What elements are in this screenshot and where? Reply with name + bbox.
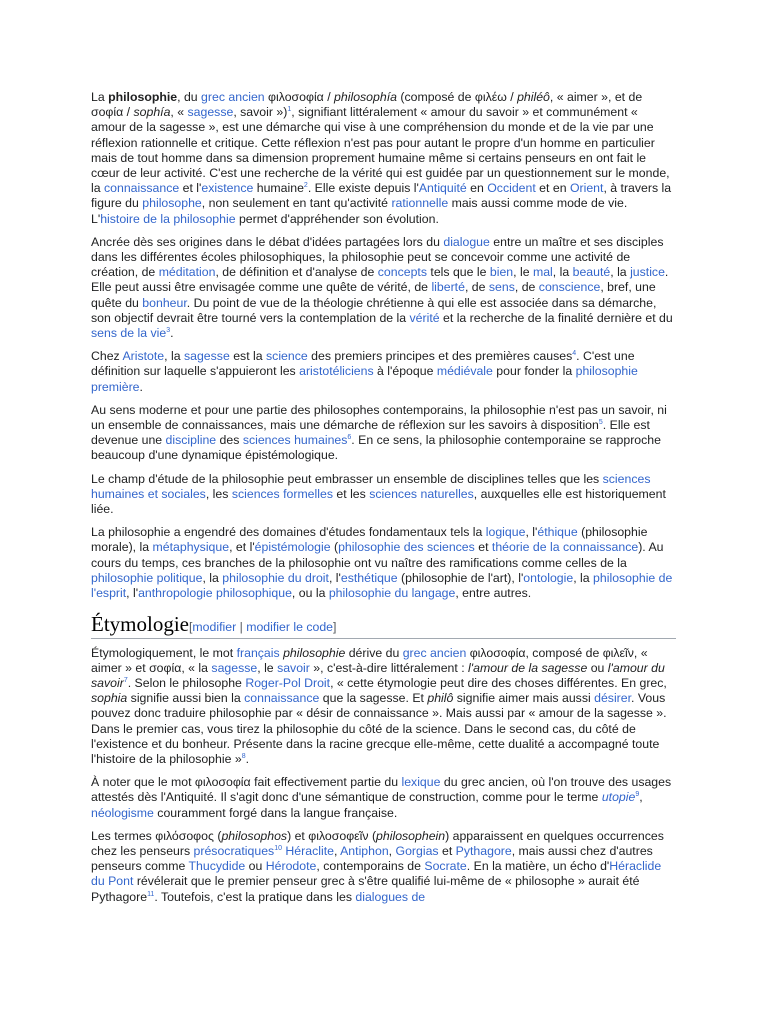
- reference-link[interactable]: 2: [303, 182, 308, 190]
- wiki-link[interactable]: science: [266, 349, 308, 364]
- wiki-link[interactable]: bien: [489, 265, 514, 280]
- text-run: signifie aimer mais aussi: [453, 691, 595, 706]
- text-run: à l'époque: [373, 364, 437, 379]
- text-run: et: [438, 843, 456, 858]
- text-run: , « cette étymologie peut dire des choses différentes. En grec,: [330, 675, 667, 690]
- text-run: . Selon le philosophe: [127, 675, 246, 690]
- text-run: ) apparaissent en quelques occurrences chez les penseurs: [91, 828, 664, 858]
- edit-section-link[interactable]: modifier: [192, 620, 237, 635]
- wiki-link[interactable]: utopie: [601, 790, 636, 805]
- wiki-link[interactable]: Roger-Pol Droit: [245, 675, 331, 690]
- text-run: , contemporains de: [316, 859, 425, 874]
- text-run: ,: [333, 843, 341, 858]
- text-run: ). Au cours du temps, ces branches de la philosophie ont vu naître des ramifications comme celles de la: [91, 540, 664, 570]
- wiki-link[interactable]: esthétique: [340, 570, 398, 585]
- text-run: , bref, une quête du: [91, 280, 656, 310]
- article-body: [91, 90, 676, 913]
- text-run: . En ce sens, la philosophie contemporaine se rapproche beaucoup d'une dynamique épistémologique.: [91, 433, 661, 463]
- wiki-link[interactable]: justice: [630, 265, 665, 280]
- text-run: ,: [639, 790, 643, 805]
- wiki-link[interactable]: Occident: [487, 181, 536, 196]
- wiki-link[interactable]: sagesse: [183, 349, 230, 364]
- text-run: , ou la: [291, 586, 329, 601]
- wiki-link[interactable]: philosophie politique: [91, 570, 203, 585]
- italic-text: sophia: [91, 691, 128, 706]
- wiki-link[interactable]: Pythagore: [455, 843, 512, 858]
- wiki-link[interactable]: logique: [485, 525, 526, 540]
- text-run: , le: [513, 265, 533, 280]
- section-paragraph: [91, 829, 676, 905]
- italic-text: philéô: [517, 90, 550, 104]
- wiki-link[interactable]: sens: [488, 280, 515, 295]
- wiki-link[interactable]: Gorgias: [395, 843, 439, 858]
- wiki-link[interactable]: sagesse: [211, 660, 258, 675]
- text-run: pour fonder la: [492, 364, 576, 379]
- section-paragraph: [91, 646, 676, 768]
- text-run: À noter que le mot φιλοσοφία fait effectivement partie du: [91, 775, 402, 790]
- text-run: ) et φιλοσοφεῖν (: [287, 828, 377, 843]
- text-run: , non seulement en tant qu'activité: [201, 196, 392, 211]
- wiki-link[interactable]: discipline: [165, 433, 217, 448]
- wiki-link[interactable]: anthropologie philosophique: [138, 586, 292, 601]
- text-run: . Elle peut aussi être envisagée comme une quête de vérité, de: [91, 265, 669, 295]
- text-run: Étymologiquement, le mot: [91, 645, 237, 660]
- text-run: , de définition et d'analyse de: [215, 265, 378, 280]
- wiki-link[interactable]: Orient: [569, 181, 604, 196]
- text-run: , « aimer », et de σοφία /: [91, 90, 643, 120]
- text-run: ou: [245, 859, 266, 874]
- wiki-link[interactable]: ontologie: [523, 570, 574, 585]
- wiki-link[interactable]: philosophe: [142, 196, 202, 211]
- text-run: (: [330, 540, 339, 555]
- text-run: .: [139, 379, 143, 394]
- text-run: . Vous pouvez donc traduire philosophie par « désir de connaissance ». Mais aussi par « amour de la sagesse ». Dans le premier cas, vous tirez la philosophie du côté de la science. Dans le second cas, du côté de l'existence et du bonheur. Présente dans la racine grecque elle-même, cette dualité a accompagné toute l'histoire de la philosophie »: [91, 691, 667, 766]
- intro-paragraph: [91, 472, 676, 518]
- wiki-link[interactable]: grec ancien: [201, 90, 265, 104]
- bold-term: philosophie: [108, 90, 178, 104]
- text-run: et les: [332, 486, 370, 501]
- text-run: Le champ d'étude de la philosophie peut embrasser un ensemble de disciplines telles que les: [91, 471, 603, 486]
- text-run: et l': [179, 181, 202, 196]
- wiki-link[interactable]: conscience: [538, 280, 601, 295]
- wiki-link[interactable]: mal: [532, 265, 553, 280]
- text-run: φιλοσοφία, composé de φιλεῖν, « aimer » et σοφία, « la: [91, 645, 648, 675]
- text-run: et: [474, 540, 492, 555]
- reference-link[interactable]: 3: [166, 326, 171, 334]
- text-run: , «: [170, 105, 188, 120]
- wiki-link[interactable]: Antiquité: [418, 181, 467, 196]
- wiki-link[interactable]: présocratiques: [193, 843, 275, 858]
- italic-text: l'amour du savoir: [91, 660, 665, 690]
- text-run: du grec ancien, où l'on trouve des usages attestés dès l'Antiquité. Il s'agit donc d'une sémantique de construction, comme pour le terme: [91, 775, 672, 805]
- section-title: Étymologie: [91, 612, 189, 637]
- wiki-link[interactable]: rationnelle: [391, 196, 449, 211]
- text-run: , les: [205, 486, 232, 501]
- text-run: . En la matière, un écho d': [466, 859, 610, 874]
- italic-text: l'amour de la sagesse: [468, 660, 588, 675]
- text-run: , le: [257, 660, 278, 675]
- intro-paragraph: [91, 349, 676, 395]
- section-heading-etymologie: [91, 612, 676, 638]
- section-paragraph: [91, 775, 676, 821]
- text-run: ou: [587, 660, 608, 675]
- wiki-link[interactable]: désirer: [594, 691, 632, 706]
- text-run: des: [216, 433, 243, 448]
- italic-text: philosophie: [283, 645, 346, 660]
- etymologie-section: [91, 646, 676, 905]
- text-run: , la: [202, 570, 223, 585]
- text-run: des premiers principes et des premières causes: [307, 349, 573, 364]
- reference-link[interactable]: 10: [274, 844, 282, 852]
- text-run: , signifiant littéralement « amour du savoir » et communément « amour de la sagesse », est une démarche qui vise à une compréhension du monde et de la vie par une réflexion rationnelle et critique. Cette réflexion n'est pas pour autant le propre d'un homme en particulier mais de tout homme dans sa dimension proprement humaine même si certains penseurs en ont fait le cœur de leur activité. C'est une recherche de la vérité qui est guidée par un questionnement sur le monde, la: [91, 105, 670, 196]
- text-run: , et l': [229, 540, 255, 555]
- wiki-link[interactable]: vérité: [409, 310, 440, 325]
- text-run: , à travers la figure du: [91, 181, 672, 211]
- wiki-link[interactable]: concepts: [377, 265, 427, 280]
- wiki-link[interactable]: Aristote: [122, 349, 165, 364]
- section-edit-links: [modifier | modifier le code]: [189, 620, 337, 635]
- text-run: . Elle existe depuis l': [307, 181, 419, 196]
- reference-link[interactable]: 1: [287, 106, 292, 114]
- wiki-link[interactable]: Héraclide du Pont: [91, 859, 662, 889]
- wiki-link[interactable]: sens de la vie: [91, 326, 167, 341]
- text-run: est la: [229, 349, 267, 364]
- reference-link[interactable]: 9: [635, 791, 640, 799]
- text-run: couramment forgé dans la langue française.: [153, 805, 398, 820]
- wiki-link[interactable]: liberté: [431, 280, 465, 295]
- wiki-link[interactable]: philosophie de l'esprit: [91, 570, 673, 601]
- reference-link[interactable]: 5: [598, 418, 603, 426]
- text-run: révélerait que le premier penseur grec à s'être qualifié lui-même de « philosophe » aurait été Pythagore: [91, 874, 640, 904]
- intro-section: [91, 90, 676, 601]
- wiki-link[interactable]: bonheur: [142, 295, 187, 310]
- text-run: . Du point de vue de la théologie chrétienne à qui elle est associée dans sa démarche, son objectif devrait être tourné vers la contemplation de la: [91, 295, 657, 325]
- text-run: Au sens moderne et pour une partie des philosophes contemporains, la philosophie n'est pas un savoir, ni un ensemble de connaissances, mais une démarche de réflexion sur les savoirs à disposition: [91, 402, 667, 433]
- text-run: signifie aussi bien la: [127, 691, 245, 706]
- wiki-link[interactable]: Hérodote: [265, 859, 317, 874]
- text-run: .: [170, 326, 174, 341]
- wiki-link[interactable]: lexique: [401, 775, 441, 790]
- text-run: Ancrée dès ses origines dans le débat d'idées partagées lors du: [91, 234, 444, 249]
- text-run: . Elle est devenue une: [91, 418, 650, 448]
- italic-text: philô: [427, 691, 454, 706]
- wiki-link[interactable]: néologisme: [91, 805, 154, 820]
- text-run: La: [91, 90, 109, 104]
- text-run: ,: [388, 843, 396, 858]
- wiki-link[interactable]: Héraclite: [285, 843, 334, 858]
- text-run: , entre autres.: [455, 586, 532, 601]
- text-run: , la: [573, 570, 594, 585]
- wiki-link[interactable]: médiévale: [436, 364, 493, 379]
- text-run: en: [466, 181, 488, 196]
- wiki-link[interactable]: Socrate: [424, 859, 467, 874]
- text-run: Chez: [91, 349, 123, 364]
- italic-text: philosophía: [334, 90, 397, 104]
- wiki-link[interactable]: sciences humaines: [242, 433, 348, 448]
- wiki-link[interactable]: philosophie des sciences: [338, 540, 475, 555]
- edit-source-link[interactable]: modifier le code: [246, 620, 334, 635]
- wiki-link[interactable]: philosophie du droit: [222, 570, 329, 585]
- text-run: , savoir »): [233, 105, 288, 120]
- text-run: .: [245, 751, 250, 766]
- wiki-link[interactable]: français: [236, 645, 280, 660]
- reference-link[interactable]: 6: [347, 434, 352, 442]
- text-run: , la: [552, 265, 573, 280]
- italic-text: sophía: [133, 105, 171, 120]
- reference-link[interactable]: 11: [147, 890, 155, 898]
- wiki-link[interactable]: savoir: [277, 660, 310, 675]
- reference-link[interactable]: 4: [572, 350, 577, 358]
- italic-text: philosophos: [221, 828, 288, 843]
- intro-paragraph: [91, 525, 676, 601]
- intro-paragraph: [91, 403, 676, 464]
- wiki-link[interactable]: beauté: [572, 265, 611, 280]
- text-run: humaine: [253, 181, 304, 196]
- wiki-link[interactable]: Antiphon: [340, 843, 389, 858]
- reference-link[interactable]: 8: [241, 752, 246, 760]
- text-run: . Toutefois, c'est la pratique dans les: [154, 889, 356, 904]
- text-run: (philosophie de l'art), l': [397, 570, 524, 585]
- wiki-link[interactable]: théorie de la connaissance: [491, 540, 639, 555]
- text-run: , auxquelles elle est historiquement liée.: [91, 486, 666, 517]
- wiki-link[interactable]: philosophie du langage: [328, 586, 456, 601]
- italic-text: philosophein: [376, 828, 446, 843]
- text-run: entre un maître et ses disciples dans les différentes écoles philosophiques, la philosophie peut se concevoir comme une activité de création, de: [91, 234, 664, 280]
- text-run: , l': [328, 570, 341, 585]
- text-run: (composé de φιλέω /: [396, 90, 518, 104]
- wiki-link[interactable]: méditation: [158, 265, 216, 280]
- text-run: (philosophie morale), la: [91, 525, 648, 555]
- wiki-link[interactable]: Thucydide: [188, 859, 246, 874]
- intro-paragraph: [91, 90, 676, 227]
- text-run: φιλοσοφία /: [264, 90, 335, 104]
- text-run: », c'est-à-dire littéralement :: [309, 660, 469, 675]
- reference-link[interactable]: 7: [123, 676, 128, 684]
- text-run: , l': [525, 525, 538, 540]
- wiki-link[interactable]: connaissance: [104, 181, 180, 196]
- wiki-link[interactable]: sciences naturelles: [369, 486, 474, 501]
- text-run: dérive du: [345, 645, 403, 660]
- wiki-link[interactable]: aristotéliciens: [299, 364, 374, 379]
- wiki-link[interactable]: sagesse: [187, 105, 234, 120]
- wiki-link[interactable]: philosophie première: [91, 364, 638, 394]
- text-run: , l': [126, 586, 139, 601]
- text-run: , de: [464, 280, 489, 295]
- text-run: Les termes φιλόσοφος (: [91, 828, 222, 843]
- text-run: tels que le: [426, 265, 490, 280]
- wiki-link[interactable]: métaphysique: [152, 540, 230, 555]
- wiki-link[interactable]: existence: [201, 181, 254, 196]
- wiki-link[interactable]: connaissance: [244, 691, 320, 706]
- text-run: La philosophie a engendré des domaines d'études fondamentaux tels la: [91, 525, 486, 540]
- wiki-link[interactable]: dialogue: [443, 234, 490, 249]
- text-run: , la: [164, 349, 184, 364]
- text-run: et la recherche de la finalité dernière et du: [439, 310, 673, 325]
- wiki-link[interactable]: dialogues de: [355, 889, 426, 904]
- text-run: que la sagesse. Et: [319, 691, 428, 706]
- text-run: mais aussi comme mode de vie. L': [91, 196, 628, 226]
- wiki-link[interactable]: sciences humaines et sociales: [91, 471, 651, 501]
- wiki-link[interactable]: épistémologie: [254, 540, 331, 555]
- intro-paragraph: [91, 235, 676, 341]
- text-run: et en: [535, 181, 570, 196]
- text-run: . C'est une définition sur laquelle s'appuieront les: [91, 349, 635, 379]
- text-run: , la: [610, 265, 631, 280]
- wiki-link[interactable]: éthique: [537, 525, 578, 540]
- text-run: , de: [514, 280, 539, 295]
- wiki-link[interactable]: histoire de la philosophie: [100, 211, 236, 226]
- wiki-link[interactable]: grec ancien: [402, 645, 467, 660]
- text-run: , du: [177, 90, 202, 104]
- wiki-link[interactable]: sciences formelles: [231, 486, 333, 501]
- text-run: permet d'appréhender son évolution.: [235, 211, 439, 226]
- text-run: , mais aussi chez d'autres penseurs comme: [91, 843, 653, 874]
